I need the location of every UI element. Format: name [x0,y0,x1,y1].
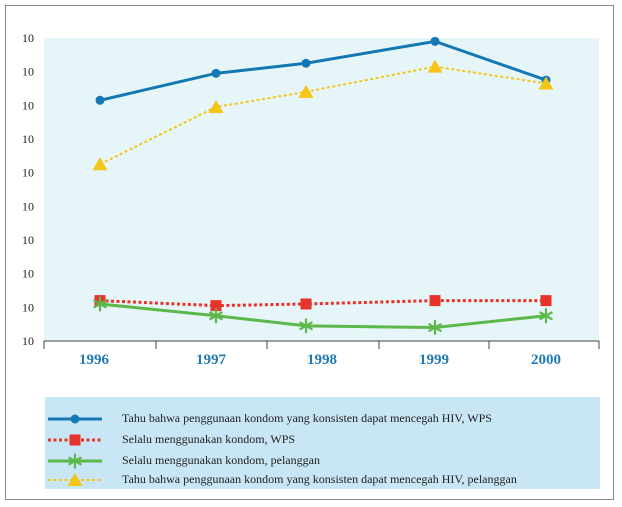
legend-label: Tahu bahwa penggunaan kondom yang konsisten dapat mencegah HIV, pelanggan [122,472,517,486]
y-tick-label: 10 [22,199,34,214]
x-tick-label: 1997 [196,352,226,368]
legend-marker [71,415,80,424]
data-point [431,37,440,46]
x-tick-label: 1996 [79,352,109,368]
legend-swatch-wps-knowledge [45,410,125,428]
y-tick-label: 10 [22,98,34,113]
legend-item [45,431,600,449]
legend-label: Selalu menggunakan kondom, WPS [122,432,296,446]
y-axis-ticks [22,31,34,348]
legend-swatch-client-knowledge [45,471,125,489]
y-tick-label: 10 [22,233,34,247]
y-tick-label: 10 [22,334,34,348]
y-tick-label: 10 [22,300,34,315]
legend-label: Tahu bahwa penggunaan kondom yang konsisten dapat mencegah HIV, WPS [122,411,492,425]
y-tick-label: 10 [22,165,34,180]
legend-marker [70,435,81,446]
data-point [430,295,441,306]
legend [45,397,600,489]
y-tick-label: 10 [22,31,34,45]
data-point [96,96,105,105]
legend-swatch-wps-condom-use [45,431,125,449]
x-tick-label: 1998 [307,352,337,368]
x-axis-ticks [44,341,599,368]
data-point [541,295,552,306]
legend-label: Selalu menggunakan kondom, pelanggan [122,453,320,467]
y-tick-label: 10 [22,132,34,146]
x-tick-label: 1999 [419,352,449,368]
y-tick-label: 10 [22,266,34,281]
legend-item [45,471,600,489]
legend-marker [68,473,83,486]
plot-background [44,38,599,341]
legend-swatch-client-condom-use [45,452,125,470]
data-point [212,69,221,78]
data-point [301,298,312,309]
data-point [302,59,311,68]
x-tick-label: 2000 [531,352,561,368]
legend-item [45,410,600,428]
legend-item [45,452,600,470]
y-tick-label: 10 [22,64,34,79]
